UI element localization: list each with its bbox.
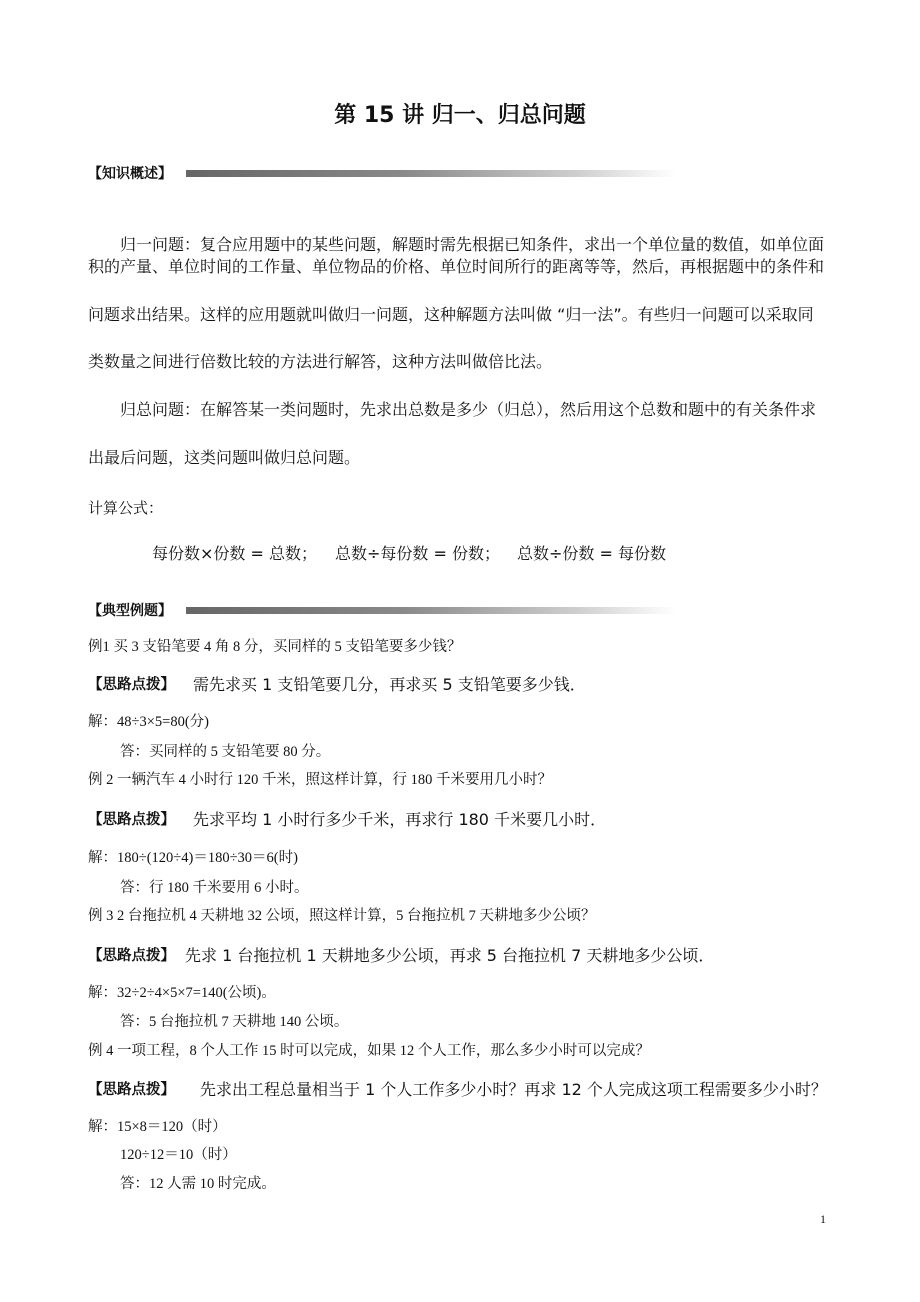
section-header-examples: 【典型例题】 xyxy=(88,603,172,619)
hint-text: 先求出工程总量相当于 1 个人工作多少小时？再求 12 个人完成这项工程需要多少小时？ xyxy=(200,1080,827,1099)
hint-text: 先求平均 1 小时行多少千米，再求行 180 千米要几小时． xyxy=(193,810,607,829)
text-line: 问题求出结果。这样的应用题就叫做归一问题，这种解题方法叫做 “归一法”。有些归一问题可以采取同 xyxy=(88,305,814,324)
page-title: 第 15 讲 归一、归总问题 xyxy=(334,103,586,128)
text-line: 积的产量、单位时间的工作量、单位物品的价格、单位时间所行的距离等等，然后，再根据题中的条件和 xyxy=(88,257,825,276)
example-question: 例 4 一项工程，8 个人工作 15 时可以完成，如果 12 个人工作，那么多少小时可以完成？ xyxy=(88,1043,650,1059)
page-number: 1 xyxy=(820,1212,826,1226)
formula-1: 每份数×份数 = 总数； xyxy=(152,544,317,563)
text-line: 归一问题：复合应用题中的某些问题，解题时需先根据已知条件，求出一个单位量的数值，如单位面 xyxy=(120,235,825,254)
hint-label: 【思路点拨】 xyxy=(88,948,175,964)
hint-label: 【思路点拨】 xyxy=(88,1082,175,1098)
solution-line: 解：32÷2÷4×5×7=140(公顷)。 xyxy=(88,985,276,1001)
solution-line: 解：15×8＝120（时） xyxy=(88,1119,227,1135)
formula-label: 计算公式： xyxy=(88,499,164,517)
section-header-bar xyxy=(186,607,676,614)
example-question: 例 3 2 台拖拉机 4 天耕地 32 公顷，照这样计算，5 台拖拉机 7 天耕地多少公顷？ xyxy=(88,908,596,924)
hint-text: 先求 1 台拖拉机 1 天耕地多少公顷，再求 5 台拖拉机 7 天耕地多少公顷． xyxy=(185,946,715,965)
text-line: 归总问题：在解答某一类问题时，先求出总数是多少（归总），然后用这个总数和题中的有关条件求 xyxy=(120,400,817,419)
hint-text: 需先求买 1 支铅笔要几分，再求买 5 支铅笔要多少钱． xyxy=(193,675,586,694)
example-question: 例1 买 3 支铅笔要 4 角 8 分，买同样的 5 支铅笔要多少钱？ xyxy=(88,639,462,655)
answer-line: 答：行 180 千米要用 6 小时。 xyxy=(120,880,309,896)
formula-2: 总数÷每份数 = 份数； xyxy=(335,544,500,563)
answer-line: 答：12 人需 10 时完成。 xyxy=(120,1176,276,1192)
hint-label: 【思路点拨】 xyxy=(88,677,175,693)
formula-3: 总数÷份数 = 每份数 xyxy=(517,544,666,563)
answer-line: 答：买同样的 5 支铅笔要 80 分。 xyxy=(120,744,331,760)
solution-line: 解：180÷(120÷4)＝180÷30＝6(时) xyxy=(88,850,298,866)
example-question: 例 2 一辆汽车 4 小时行 120 千米，照这样计算，行 180 千米要用几小时？ xyxy=(88,772,552,788)
solution-line: 解：48÷3×5=80(分) xyxy=(88,714,209,730)
answer-line: 答：5 台拖拉机 7 天耕地 140 公顷。 xyxy=(120,1014,349,1030)
text-line: 类数量之间进行倍数比较的方法进行解答，这种方法叫做倍比法。 xyxy=(88,352,553,371)
text-line: 出最后问题，这类问题叫做归总问题。 xyxy=(88,448,361,467)
section-header-bar xyxy=(186,170,676,177)
solution-line: 120÷12＝10（时） xyxy=(120,1147,237,1163)
section-header-overview: 【知识概述】 xyxy=(88,166,172,182)
hint-label: 【思路点拨】 xyxy=(88,812,175,828)
